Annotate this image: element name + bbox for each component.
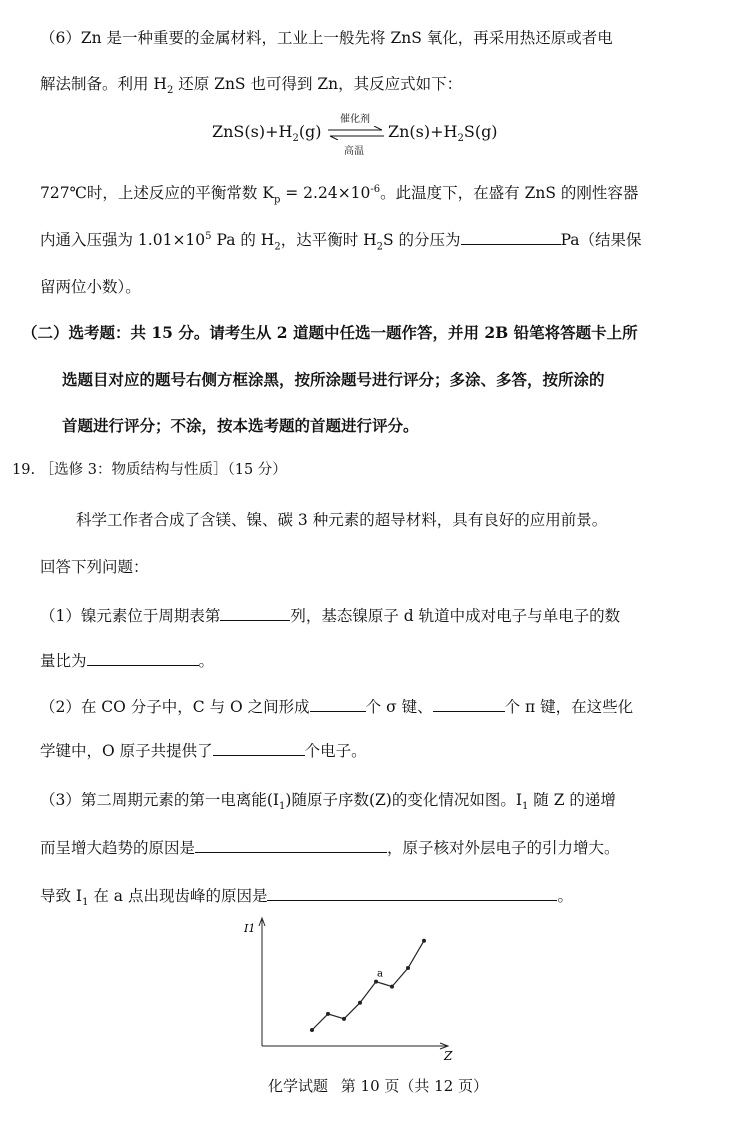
data-point (390, 985, 394, 989)
answer-blank-anomaly-reason[interactable] (267, 886, 557, 901)
data-point (358, 1001, 362, 1005)
q19-title: 19. ［选修 3：物质结构与性质］（15 分） (12, 462, 287, 478)
data-point (374, 980, 378, 984)
data-point (406, 966, 410, 970)
data-point (310, 1028, 314, 1032)
data-point (422, 939, 426, 943)
section2-line-1: （二）选考题：共 15 分。请考生从 2 道题中任选一题作答，并用 2B 铅笔将答题卡上所 (22, 323, 638, 342)
answer-blank-h2s-pressure[interactable] (461, 230, 561, 245)
q6-line-4: 内通入压强为 $1.01\times 10^5$ Pa 的 $H_2$，达平衡时 $H_2S$ 的分压为 Pa（结果保 (40, 231, 642, 253)
answer-blank-pi-bonds[interactable] (433, 697, 505, 712)
answer-blank-electron-ratio[interactable] (87, 651, 199, 666)
point-a-label: a (377, 968, 383, 980)
y-axis-label: I1 (244, 922, 256, 935)
equation-temperature-label: 高温 (344, 146, 364, 157)
equilibrium-arrow (326, 126, 386, 140)
section2-line-2: 选题目对应的题号右侧方框涂黑，按所涂题号进行评分；多涂、多答，按所涂的 (62, 370, 605, 389)
footer-subject: 化学试题 (267, 1077, 328, 1095)
q6-line-5: 留两位小数）。 (40, 278, 141, 296)
answer-blank-group-number[interactable] (220, 606, 290, 621)
q19-prompt: 回答下列问题： (40, 558, 149, 576)
answer-blank-trend-reason[interactable] (195, 838, 387, 853)
answer-blank-oxygen-electrons[interactable] (213, 741, 305, 756)
q19-part3-line-1: （3）第二周期元素的第一电离能$(I_1)$随原子序数(Z)的变化情况如图。$I_1$ 随 Z 的递增 (40, 791, 616, 813)
q19-part3-line-2: 而呈增大趋势的原因是 ，原子核对外层电子的引力增大。 (40, 839, 620, 857)
answer-blank-sigma-bonds[interactable] (310, 697, 366, 712)
q19-part3-line-3: 导致 $I_1$ 在 a 点出现齿峰的原因是 。 (40, 887, 573, 909)
series-line (310, 939, 426, 1032)
series-polyline (312, 941, 424, 1030)
q19-part2-line-1: （2）在 CO 分子中，C 与 O 之间形成 个 σ 键、 个 π 键，在这些化 (40, 698, 634, 716)
q19-part1-line-2: 量比为 。 (40, 652, 215, 670)
data-point (326, 1012, 330, 1016)
equation-products: $Zn(s)+H_2S(g)$ (388, 122, 498, 145)
data-point (342, 1017, 346, 1021)
q19-part2-line-2: 学键中，O 原子共提供了 个电子。 (40, 742, 367, 760)
equation-reactants: $ZnS(s)+H_2(g)$ (212, 122, 322, 145)
footer-page-number: 第 10 页（共 12 页） (340, 1077, 489, 1095)
equation-catalyst-label: 催化剂 (340, 114, 370, 125)
q6-line-3: 727℃时，上述反应的平衡常数 $K_p = 2.24\times 10^{-6}$。此温度下，在盛有 ZnS 的刚性容器 (40, 184, 639, 206)
q6-line-1: （6）Zn 是一种重要的金属材料，工业上一般先将 ZnS 氧化，再采用热还原或者电 (40, 29, 613, 47)
x-axis-label: Z (444, 1049, 453, 1062)
section2-line-3: 首题进行评分；不涂，按本选考题的首题进行评分。 (62, 416, 419, 435)
q19-intro: 科学工作者合成了含镁、镍、碳 3 种元素的超导材料，具有良好的应用前景。 (76, 511, 608, 529)
page-footer (0, 1075, 756, 1096)
q19-part1-line-1: （1）镍元素位于周期表第 列，基态镍原子 d 轨道中成对电子与单电子的数 (40, 607, 621, 625)
ionization-energy-chart (240, 912, 460, 1062)
q6-line-2: 解法制备。利用 $H_2$ 还原 ZnS 也可得到 Zn，其反应式如下： (40, 75, 463, 97)
reaction-equation (212, 110, 542, 160)
